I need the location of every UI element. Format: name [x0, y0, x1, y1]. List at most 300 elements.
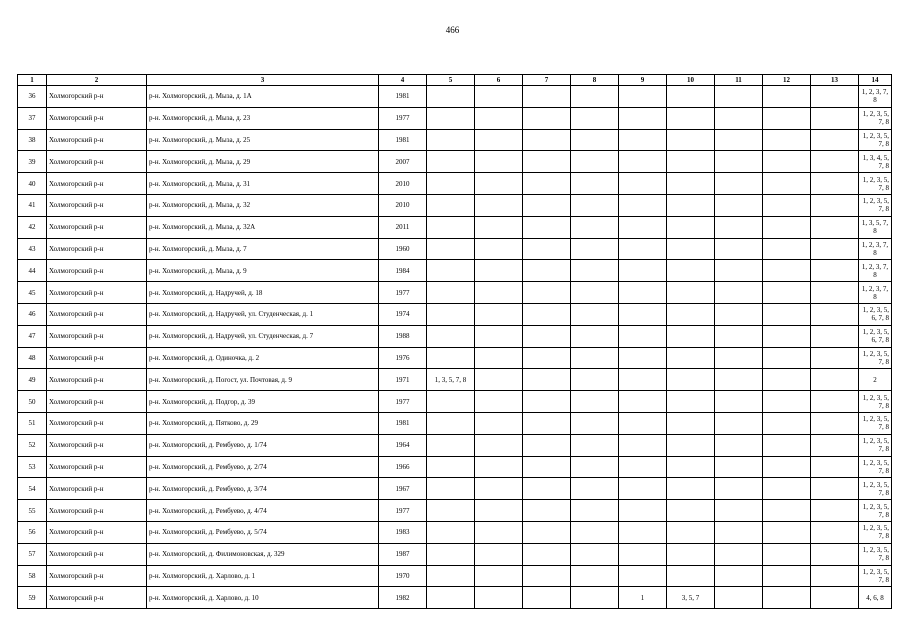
table-cell-col-4: 1981 — [379, 412, 427, 434]
table-cell-col-9 — [619, 86, 667, 108]
table-cell-col-1: 56 — [18, 521, 47, 543]
table-cell-col-7 — [523, 86, 571, 108]
table-cell-col-13 — [811, 565, 859, 587]
table-cell-col-9 — [619, 565, 667, 587]
table-cell-col-1: 39 — [18, 151, 47, 173]
table-cell-col-9 — [619, 543, 667, 565]
table-cell-col-3: р-н. Холмогорский, д. Рембуево, д. 3/74 — [147, 478, 379, 500]
table-cell-col-5 — [427, 587, 475, 609]
table-cell-col-8 — [571, 325, 619, 347]
table-cell-col-8 — [571, 543, 619, 565]
table-cell-col-13 — [811, 194, 859, 216]
table-cell-col-13 — [811, 107, 859, 129]
table-cell-col-2: Холмогорский р-н — [47, 107, 147, 129]
table-cell-col-6 — [475, 282, 523, 304]
table-cell-col-4: 1981 — [379, 86, 427, 108]
table-cell-col-11 — [715, 587, 763, 609]
table-cell-col-2: Холмогорский р-н — [47, 391, 147, 413]
table-cell-col-10 — [667, 282, 715, 304]
table-cell-col-1: 38 — [18, 129, 47, 151]
table-cell-col-14: 1, 2, 3, 5, 7, 8 — [859, 412, 892, 434]
column-header-5: 5 — [427, 75, 475, 86]
table-row — [18, 391, 892, 413]
table-cell-col-7 — [523, 260, 571, 282]
table-cell-col-2: Холмогорский р-н — [47, 173, 147, 195]
table-cell-col-14: 1, 2, 3, 7, 8 — [859, 260, 892, 282]
table-cell-col-2: Холмогорский р-н — [47, 587, 147, 609]
table-cell-col-5 — [427, 303, 475, 325]
table-cell-col-12 — [763, 412, 811, 434]
table-cell-col-11 — [715, 521, 763, 543]
table-cell-col-10 — [667, 107, 715, 129]
table-cell-col-1: 47 — [18, 325, 47, 347]
table-cell-col-12 — [763, 434, 811, 456]
column-header-14: 14 — [859, 75, 892, 86]
table-cell-col-8 — [571, 587, 619, 609]
table-cell-col-5 — [427, 391, 475, 413]
table-cell-col-8 — [571, 565, 619, 587]
table-cell-col-12 — [763, 521, 811, 543]
table-cell-col-8 — [571, 456, 619, 478]
table-cell-col-9 — [619, 500, 667, 522]
table-cell-col-11 — [715, 478, 763, 500]
table-cell-col-13 — [811, 282, 859, 304]
table-cell-col-1: 40 — [18, 173, 47, 195]
table-cell-col-6 — [475, 478, 523, 500]
table-cell-col-9 — [619, 325, 667, 347]
table-cell-col-4: 2010 — [379, 173, 427, 195]
table-cell-col-2: Холмогорский р-н — [47, 216, 147, 238]
table-cell-col-9 — [619, 260, 667, 282]
table-cell-col-14: 1, 2, 3, 5, 7, 8 — [859, 107, 892, 129]
table-cell-col-14: 1, 2, 3, 5, 7, 8 — [859, 565, 892, 587]
table-cell-col-8 — [571, 173, 619, 195]
table-cell-col-1: 45 — [18, 282, 47, 304]
table-cell-col-11 — [715, 173, 763, 195]
table-cell-col-6 — [475, 194, 523, 216]
table-cell-col-7 — [523, 391, 571, 413]
table-cell-col-7 — [523, 500, 571, 522]
table-row — [18, 238, 892, 260]
table-cell-col-1: 55 — [18, 500, 47, 522]
table-cell-col-7 — [523, 543, 571, 565]
table-cell-col-7 — [523, 478, 571, 500]
table-cell-col-4: 1967 — [379, 478, 427, 500]
table-cell-col-8 — [571, 500, 619, 522]
table-cell-col-14: 2 — [859, 369, 892, 391]
table-cell-col-9 — [619, 434, 667, 456]
table-cell-col-12 — [763, 129, 811, 151]
table-cell-col-11 — [715, 369, 763, 391]
table-row — [18, 521, 892, 543]
table-row — [18, 86, 892, 108]
table-cell-col-12 — [763, 173, 811, 195]
table-cell-col-7 — [523, 369, 571, 391]
table-cell-col-13 — [811, 412, 859, 434]
table-cell-col-3: р-н. Холмогорский, д. Подгор, д. 39 — [147, 391, 379, 413]
table-cell-col-9 — [619, 129, 667, 151]
table-cell-col-2: Холмогорский р-н — [47, 478, 147, 500]
table-cell-col-10 — [667, 369, 715, 391]
table-cell-col-7 — [523, 434, 571, 456]
table-cell-col-13 — [811, 543, 859, 565]
table-cell-col-7 — [523, 173, 571, 195]
table-cell-col-13 — [811, 347, 859, 369]
table-cell-col-10 — [667, 391, 715, 413]
table-cell-col-14: 1, 2, 3, 5, 7, 8 — [859, 129, 892, 151]
table-cell-col-10 — [667, 325, 715, 347]
table-row — [18, 412, 892, 434]
table-cell-col-4: 1964 — [379, 434, 427, 456]
table-cell-col-11 — [715, 500, 763, 522]
table-cell-col-12 — [763, 260, 811, 282]
table-cell-col-14: 1, 2, 3, 7, 8 — [859, 238, 892, 260]
table-cell-col-12 — [763, 325, 811, 347]
table-cell-col-5 — [427, 521, 475, 543]
table-cell-col-5 — [427, 238, 475, 260]
column-header-2: 2 — [47, 75, 147, 86]
table-cell-col-7 — [523, 216, 571, 238]
table-cell-col-2: Холмогорский р-н — [47, 86, 147, 108]
table-cell-col-4: 1981 — [379, 129, 427, 151]
table-cell-col-11 — [715, 303, 763, 325]
table-cell-col-3: р-н. Холмогорский, д. Рембуево, д. 4/74 — [147, 500, 379, 522]
table-row — [18, 194, 892, 216]
table-cell-col-8 — [571, 107, 619, 129]
table-cell-col-5 — [427, 412, 475, 434]
table-cell-col-3: р-н. Холмогорский, д. Рембуево, д. 5/74 — [147, 521, 379, 543]
table-cell-col-2: Холмогорский р-н — [47, 260, 147, 282]
table-cell-col-7 — [523, 194, 571, 216]
table-cell-col-8 — [571, 282, 619, 304]
table-cell-col-4: 1971 — [379, 369, 427, 391]
table-cell-col-8 — [571, 434, 619, 456]
table-cell-col-6 — [475, 216, 523, 238]
table-cell-col-8 — [571, 347, 619, 369]
table-cell-col-7 — [523, 412, 571, 434]
table-cell-col-6 — [475, 260, 523, 282]
table-cell-col-9 — [619, 173, 667, 195]
table-cell-col-8 — [571, 194, 619, 216]
table-cell-col-1: 42 — [18, 216, 47, 238]
table-cell-col-13 — [811, 238, 859, 260]
table-cell-col-2: Холмогорский р-н — [47, 521, 147, 543]
column-header-8: 8 — [571, 75, 619, 86]
table-cell-col-13 — [811, 325, 859, 347]
table-cell-col-14: 1, 3, 5, 7, 8 — [859, 216, 892, 238]
table-cell-col-5 — [427, 347, 475, 369]
column-header-7: 7 — [523, 75, 571, 86]
table-cell-col-13 — [811, 521, 859, 543]
table-cell-col-1: 58 — [18, 565, 47, 587]
column-header-12: 12 — [763, 75, 811, 86]
table-cell-col-13 — [811, 151, 859, 173]
table-cell-col-11 — [715, 129, 763, 151]
table-cell-col-10 — [667, 238, 715, 260]
table-cell-col-5 — [427, 194, 475, 216]
table-cell-col-11 — [715, 325, 763, 347]
table-cell-col-3: р-н. Холмогорский, д. Мыза, д. 31 — [147, 173, 379, 195]
table-cell-col-7 — [523, 282, 571, 304]
table-cell-col-14: 1, 2, 3, 5, 7, 8 — [859, 434, 892, 456]
table-cell-col-8 — [571, 412, 619, 434]
table-cell-col-7 — [523, 129, 571, 151]
table-cell-col-9 — [619, 216, 667, 238]
table-cell-col-3: р-н. Холмогорский, д. Рембуево, д. 1/74 — [147, 434, 379, 456]
table-cell-col-12 — [763, 456, 811, 478]
table-cell-col-7 — [523, 456, 571, 478]
table-cell-col-10 — [667, 347, 715, 369]
table-cell-col-1: 59 — [18, 587, 47, 609]
table-cell-col-3: р-н. Холмогорский, д. Погост, ул. Почтовая, д. 9 — [147, 369, 379, 391]
table-cell-col-12 — [763, 151, 811, 173]
table-cell-col-13 — [811, 369, 859, 391]
table-cell-col-5 — [427, 434, 475, 456]
table-cell-col-6 — [475, 238, 523, 260]
table-cell-col-2: Холмогорский р-н — [47, 129, 147, 151]
table-cell-col-2: Холмогорский р-н — [47, 194, 147, 216]
table-row — [18, 434, 892, 456]
table-cell-col-8 — [571, 521, 619, 543]
table-cell-col-11 — [715, 238, 763, 260]
table-cell-col-5 — [427, 478, 475, 500]
table-cell-col-5 — [427, 260, 475, 282]
table-cell-col-9 — [619, 456, 667, 478]
table-cell-col-11 — [715, 347, 763, 369]
table-cell-col-7 — [523, 347, 571, 369]
table-cell-col-1: 37 — [18, 107, 47, 129]
table-row — [18, 129, 892, 151]
table-cell-col-6 — [475, 369, 523, 391]
table-cell-col-3: р-н. Холмогорский, д. Надручей, д. 18 — [147, 282, 379, 304]
table-cell-col-8 — [571, 369, 619, 391]
table-cell-col-10 — [667, 86, 715, 108]
table-cell-col-11 — [715, 412, 763, 434]
table-cell-col-6 — [475, 129, 523, 151]
table-cell-col-4: 1966 — [379, 456, 427, 478]
table-row — [18, 260, 892, 282]
table-cell-col-10 — [667, 194, 715, 216]
table-cell-col-10 — [667, 129, 715, 151]
table-cell-col-4: 1960 — [379, 238, 427, 260]
table-cell-col-3: р-н. Холмогорский, д. Надручей, ул. Студенческая, д. 7 — [147, 325, 379, 347]
table-cell-col-12 — [763, 565, 811, 587]
table-cell-col-4: 2011 — [379, 216, 427, 238]
column-header-1: 1 — [18, 75, 47, 86]
table-cell-col-10 — [667, 565, 715, 587]
table-cell-col-9 — [619, 303, 667, 325]
table-cell-col-11 — [715, 194, 763, 216]
table-cell-col-2: Холмогорский р-н — [47, 151, 147, 173]
table-cell-col-6 — [475, 325, 523, 347]
table-row — [18, 216, 892, 238]
table-cell-col-12 — [763, 282, 811, 304]
table-cell-col-10: 3, 5, 7 — [667, 587, 715, 609]
table-cell-col-4: 1976 — [379, 347, 427, 369]
table-row — [18, 282, 892, 304]
table-row — [18, 303, 892, 325]
table-cell-col-6 — [475, 565, 523, 587]
table-cell-col-8 — [571, 216, 619, 238]
table-cell-col-3: р-н. Холмогорский, д. Харлово, д. 1 — [147, 565, 379, 587]
table-row — [18, 369, 892, 391]
table-cell-col-4: 1977 — [379, 282, 427, 304]
table-cell-col-4: 2007 — [379, 151, 427, 173]
table-cell-col-3: р-н. Холмогорский, д. Мыза, д. 23 — [147, 107, 379, 129]
table-cell-col-14: 1, 3, 4, 5, 7, 8 — [859, 151, 892, 173]
table-cell-col-4: 1974 — [379, 303, 427, 325]
table-cell-col-2: Холмогорский р-н — [47, 412, 147, 434]
table-cell-col-10 — [667, 521, 715, 543]
table-cell-col-5 — [427, 543, 475, 565]
table-cell-col-14: 1, 2, 3, 5, 7, 8 — [859, 500, 892, 522]
table-cell-col-10 — [667, 500, 715, 522]
table-cell-col-7 — [523, 238, 571, 260]
table-cell-col-11 — [715, 216, 763, 238]
table-cell-col-13 — [811, 260, 859, 282]
table-cell-col-1: 54 — [18, 478, 47, 500]
table-row — [18, 500, 892, 522]
table-cell-col-6 — [475, 391, 523, 413]
table-cell-col-4: 2010 — [379, 194, 427, 216]
table-row — [18, 587, 892, 609]
table-cell-col-1: 50 — [18, 391, 47, 413]
table-cell-col-14: 1, 2, 3, 5, 7, 8 — [859, 456, 892, 478]
table-cell-col-6 — [475, 500, 523, 522]
table-cell-col-1: 41 — [18, 194, 47, 216]
table-cell-col-14: 1, 2, 3, 5, 7, 8 — [859, 194, 892, 216]
table-row — [18, 565, 892, 587]
table-cell-col-6 — [475, 587, 523, 609]
table-cell-col-2: Холмогорский р-н — [47, 565, 147, 587]
table-cell-col-3: р-н. Холмогорский, д. Мыза, д. 7 — [147, 238, 379, 260]
table-row — [18, 478, 892, 500]
table-cell-col-4: 1984 — [379, 260, 427, 282]
table-cell-col-6 — [475, 434, 523, 456]
table-cell-col-13 — [811, 86, 859, 108]
table-cell-col-6 — [475, 412, 523, 434]
table-cell-col-11 — [715, 565, 763, 587]
column-header-6: 6 — [475, 75, 523, 86]
table-row — [18, 456, 892, 478]
table-cell-col-6 — [475, 107, 523, 129]
table-cell-col-4: 1977 — [379, 107, 427, 129]
table-cell-col-9: 1 — [619, 587, 667, 609]
table-cell-col-6 — [475, 173, 523, 195]
table-cell-col-5 — [427, 456, 475, 478]
table-cell-col-1: 48 — [18, 347, 47, 369]
table-cell-col-13 — [811, 129, 859, 151]
table-cell-col-10 — [667, 216, 715, 238]
table-cell-col-9 — [619, 107, 667, 129]
table-cell-col-2: Холмогорский р-н — [47, 456, 147, 478]
table-cell-col-10 — [667, 478, 715, 500]
table-cell-col-5 — [427, 129, 475, 151]
table-cell-col-12 — [763, 194, 811, 216]
table-row — [18, 107, 892, 129]
table-cell-col-13 — [811, 303, 859, 325]
table-cell-col-9 — [619, 391, 667, 413]
table-cell-col-3: р-н. Холмогорский, д. Мыза, д. 25 — [147, 129, 379, 151]
table-cell-col-13 — [811, 587, 859, 609]
table-cell-col-14: 1, 2, 3, 5, 7, 8 — [859, 391, 892, 413]
table-cell-col-4: 1982 — [379, 587, 427, 609]
table-cell-col-1: 57 — [18, 543, 47, 565]
table-cell-col-8 — [571, 391, 619, 413]
table-cell-col-8 — [571, 86, 619, 108]
table-cell-col-10 — [667, 434, 715, 456]
table-cell-col-2: Холмогорский р-н — [47, 238, 147, 260]
table-cell-col-10 — [667, 303, 715, 325]
table-cell-col-7 — [523, 325, 571, 347]
page-number: 466 — [445, 25, 460, 35]
table-cell-col-9 — [619, 238, 667, 260]
table-cell-col-2: Холмогорский р-н — [47, 543, 147, 565]
table-cell-col-8 — [571, 238, 619, 260]
table-cell-col-12 — [763, 587, 811, 609]
table-row — [18, 151, 892, 173]
table-cell-col-9 — [619, 347, 667, 369]
table-cell-col-2: Холмогорский р-н — [47, 369, 147, 391]
table-cell-col-14: 1, 2, 3, 5, 7, 8 — [859, 543, 892, 565]
table-cell-col-12 — [763, 500, 811, 522]
table-cell-col-5: 1, 3, 5, 7, 8 — [427, 369, 475, 391]
table-cell-col-3: р-н. Холмогорский, д. Мыза, д. 32А — [147, 216, 379, 238]
table-cell-col-3: р-н. Холмогорский, д. Филимоновская, д. 329 — [147, 543, 379, 565]
table-cell-col-12 — [763, 391, 811, 413]
table-cell-col-14: 1, 2, 3, 7, 8 — [859, 282, 892, 304]
table-cell-col-6 — [475, 543, 523, 565]
table-cell-col-6 — [475, 521, 523, 543]
table-cell-col-6 — [475, 86, 523, 108]
table-cell-col-3: р-н. Холмогорский, д. Мыза, д. 9 — [147, 260, 379, 282]
table-cell-col-4: 1977 — [379, 391, 427, 413]
table-cell-col-4: 1970 — [379, 565, 427, 587]
column-header-4: 4 — [379, 75, 427, 86]
table-cell-col-3: р-н. Холмогорский, д. Рембуево, д. 2/74 — [147, 456, 379, 478]
table-cell-col-6 — [475, 303, 523, 325]
table-cell-col-3: р-н. Холмогорский, д. Мыза, д. 1А — [147, 86, 379, 108]
table-cell-col-9 — [619, 521, 667, 543]
column-header-10: 10 — [667, 75, 715, 86]
table-cell-col-4: 1988 — [379, 325, 427, 347]
table-cell-col-10 — [667, 151, 715, 173]
table-cell-col-2: Холмогорский р-н — [47, 303, 147, 325]
table-cell-col-7 — [523, 303, 571, 325]
table-cell-col-12 — [763, 216, 811, 238]
table-cell-col-1: 43 — [18, 238, 47, 260]
table-cell-col-11 — [715, 282, 763, 304]
table-cell-col-8 — [571, 303, 619, 325]
table-cell-col-1: 51 — [18, 412, 47, 434]
table-cell-col-1: 46 — [18, 303, 47, 325]
table-cell-col-8 — [571, 151, 619, 173]
table-cell-col-2: Холмогорский р-н — [47, 347, 147, 369]
table-cell-col-13 — [811, 456, 859, 478]
table-cell-col-11 — [715, 434, 763, 456]
table-cell-col-2: Холмогорский р-н — [47, 434, 147, 456]
table-cell-col-9 — [619, 151, 667, 173]
table-cell-col-7 — [523, 107, 571, 129]
column-header-13: 13 — [811, 75, 859, 86]
table-cell-col-6 — [475, 456, 523, 478]
table-cell-col-8 — [571, 129, 619, 151]
table-cell-col-4: 1977 — [379, 500, 427, 522]
table-cell-col-4: 1987 — [379, 543, 427, 565]
table-cell-col-5 — [427, 325, 475, 347]
table-header-row — [18, 75, 892, 86]
table-cell-col-10 — [667, 543, 715, 565]
